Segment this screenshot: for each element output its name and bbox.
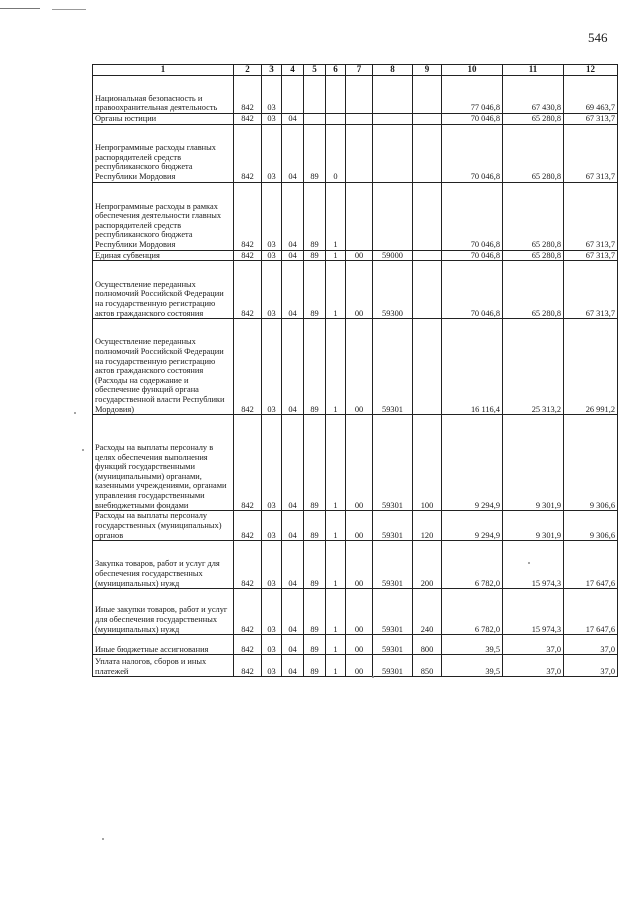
code-cell: 89 [304,415,326,511]
column-header: 1 [93,65,234,76]
code-cell: 1 [326,541,346,589]
amount-cell: 67 313,7 [564,124,618,182]
code-cell: 00 [346,511,373,541]
amount-cell: 70 046,8 [442,250,503,261]
code-cell [413,114,442,125]
amount-cell: 65 280,8 [503,261,564,319]
code-cell [373,182,413,250]
amount-cell: 67 430,8 [503,76,564,114]
column-header: 5 [304,65,326,76]
code-cell: 842 [234,182,262,250]
code-cell: 0 [326,124,346,182]
column-header: 6 [326,65,346,76]
amount-cell: 15 974,3 [503,541,564,589]
page-number: 546 [588,30,608,45]
code-cell: 842 [234,635,262,655]
amount-cell: 9 294,9 [442,415,503,511]
table-row [93,76,618,114]
code-cell: 59301 [373,589,413,635]
code-cell: 00 [346,319,373,415]
row-description: Национальная безопасность и правоохранительная деятельность [93,76,234,114]
amount-cell: 9 301,9 [503,511,564,541]
row-description: Единая субвенция [93,250,234,261]
table-row [93,589,618,635]
column-header: 3 [262,65,282,76]
code-cell: 04 [282,511,304,541]
code-cell: 04 [282,114,304,125]
amount-cell: 65 280,8 [503,250,564,261]
code-cell: 1 [326,415,346,511]
amount-cell: 77 046,8 [442,76,503,114]
code-cell: 00 [346,415,373,511]
code-cell: 00 [346,541,373,589]
amount-cell: 37,0 [564,655,618,677]
code-cell: 842 [234,541,262,589]
code-cell: 04 [282,541,304,589]
row-description: Закупка товаров, работ и услуг для обеспечения государственных (муниципальных) нужд [93,541,234,589]
code-cell: 03 [262,319,282,415]
amount-cell: 70 046,8 [442,124,503,182]
code-cell: 850 [413,655,442,677]
code-cell: 03 [262,76,282,114]
table-row [93,124,618,182]
amount-cell: 70 046,8 [442,182,503,250]
amount-cell: 65 280,8 [503,182,564,250]
code-cell [304,114,326,125]
code-cell: 1 [326,511,346,541]
amount-cell: 9 301,9 [503,415,564,511]
code-cell: 842 [234,511,262,541]
code-cell: 1 [326,250,346,261]
amount-cell: 37,0 [503,635,564,655]
code-cell: 1 [326,589,346,635]
code-cell: 89 [304,319,326,415]
amount-cell: 6 782,0 [442,541,503,589]
code-cell: 59301 [373,319,413,415]
row-description: Уплата налогов, сборов и иных платежей [93,655,234,677]
code-cell: 842 [234,415,262,511]
code-cell: 842 [234,250,262,261]
code-cell: 04 [282,589,304,635]
code-cell: 1 [326,182,346,250]
code-cell: 842 [234,589,262,635]
row-description: Расходы на выплаты персоналу в целях обеспечения выполнения функций государственными (муниципальными) органами, казенными учреждениями, органами управления государственными внебюджетными фондами [93,415,234,511]
table-row [93,250,618,261]
code-cell [413,76,442,114]
code-cell: 89 [304,589,326,635]
table-row [93,511,618,541]
amount-cell: 65 280,8 [503,124,564,182]
table-row [93,415,618,511]
code-cell: 03 [262,250,282,261]
code-cell: 89 [304,655,326,677]
column-header: 8 [373,65,413,76]
code-cell: 00 [346,655,373,677]
code-cell: 03 [262,261,282,319]
code-cell: 200 [413,541,442,589]
amount-cell: 37,0 [564,635,618,655]
amount-cell: 9 294,9 [442,511,503,541]
amount-cell: 15 974,3 [503,589,564,635]
row-description: Иные бюджетные ассигнования [93,635,234,655]
row-description: Непрограммные расходы главных распорядителей средств республиканского бюджета Республики Мордовия [93,124,234,182]
amount-cell: 67 313,7 [564,261,618,319]
code-cell: 89 [304,250,326,261]
code-cell [304,76,326,114]
code-cell: 04 [282,635,304,655]
amount-cell: 67 313,7 [564,250,618,261]
code-cell [326,114,346,125]
row-description: Непрограммные расходы в рамках обеспечения деятельности главных распорядителей средств республиканского бюджета Республики Мордовия [93,182,234,250]
amount-cell: 9 306,6 [564,415,618,511]
amount-cell: 9 306,6 [564,511,618,541]
code-cell: 842 [234,76,262,114]
code-cell: 842 [234,319,262,415]
code-cell: 59301 [373,635,413,655]
code-cell [346,114,373,125]
code-cell [282,76,304,114]
scan-speck [82,449,84,451]
table-row [93,541,618,589]
amount-cell: 17 647,6 [564,589,618,635]
code-cell: 59301 [373,541,413,589]
code-cell: 03 [262,114,282,125]
amount-cell: 65 280,8 [503,114,564,125]
amount-cell: 69 463,7 [564,76,618,114]
scan-speck [102,838,104,840]
amount-cell: 25 313,2 [503,319,564,415]
code-cell: 1 [326,655,346,677]
row-description: Органы юстиции [93,114,234,125]
column-header: 4 [282,65,304,76]
table-row [93,655,618,677]
code-cell [413,261,442,319]
scan-speck [528,562,530,564]
scan-edge-mark [52,9,86,10]
code-cell: 89 [304,182,326,250]
row-description: Иные закупки товаров, работ и услуг для обеспечения государственных (муниципальных) нужд [93,589,234,635]
amount-cell: 39,5 [442,635,503,655]
scan-speck [372,676,374,678]
column-header: 10 [442,65,503,76]
code-cell: 59301 [373,415,413,511]
table-row [93,261,618,319]
column-header: 7 [346,65,373,76]
table-header-row [93,65,618,76]
code-cell: 59300 [373,261,413,319]
amount-cell: 67 313,7 [564,114,618,125]
column-header: 2 [234,65,262,76]
code-cell: 03 [262,415,282,511]
code-cell: 800 [413,635,442,655]
code-cell: 100 [413,415,442,511]
code-cell [413,250,442,261]
amount-cell: 70 046,8 [442,261,503,319]
code-cell: 03 [262,635,282,655]
code-cell [373,76,413,114]
code-cell: 89 [304,541,326,589]
table-row [93,114,618,125]
row-description: Осуществление переданных полномочий Российской Федерации на государственную регистрацию актов гражданского состояния (Расходы на содержание и обеспечение функций органа государственной власти Республики Мордовия) [93,319,234,415]
code-cell [413,319,442,415]
code-cell: 842 [234,261,262,319]
code-cell: 89 [304,261,326,319]
code-cell [373,124,413,182]
column-header: 11 [503,65,564,76]
amount-cell: 39,5 [442,655,503,677]
code-cell [413,182,442,250]
code-cell [346,76,373,114]
code-cell: 03 [262,541,282,589]
amount-cell: 17 647,6 [564,541,618,589]
code-cell: 03 [262,511,282,541]
code-cell: 59000 [373,250,413,261]
code-cell: 59301 [373,511,413,541]
amount-cell: 16 116,4 [442,319,503,415]
code-cell: 04 [282,124,304,182]
code-cell: 00 [346,589,373,635]
table-row [93,319,618,415]
column-header: 9 [413,65,442,76]
code-cell: 03 [262,124,282,182]
code-cell: 842 [234,124,262,182]
scan-speck [74,412,76,414]
code-cell: 89 [304,635,326,655]
row-description: Расходы на выплаты персоналу государственных (муниципальных) органов [93,511,234,541]
code-cell: 03 [262,589,282,635]
code-cell: 04 [282,319,304,415]
row-description: Осуществление переданных полномочий Российской Федерации на государственную регистрацию актов гражданского состояния [93,261,234,319]
code-cell: 00 [346,261,373,319]
code-cell: 04 [282,182,304,250]
amount-cell: 37,0 [503,655,564,677]
code-cell [346,124,373,182]
column-header: 12 [564,65,618,76]
code-cell: 00 [346,250,373,261]
code-cell [373,114,413,125]
code-cell: 120 [413,511,442,541]
code-cell: 89 [304,124,326,182]
code-cell: 842 [234,114,262,125]
code-cell: 89 [304,511,326,541]
code-cell: 1 [326,635,346,655]
code-cell: 04 [282,655,304,677]
code-cell: 04 [282,415,304,511]
code-cell [413,124,442,182]
scan-edge-mark [0,8,40,9]
code-cell: 1 [326,319,346,415]
amount-cell: 26 991,2 [564,319,618,415]
code-cell: 03 [262,182,282,250]
code-cell: 04 [282,250,304,261]
code-cell: 03 [262,655,282,677]
amount-cell: 70 046,8 [442,114,503,125]
code-cell: 00 [346,635,373,655]
table-row [93,635,618,655]
budget-table [92,64,618,677]
amount-cell: 6 782,0 [442,589,503,635]
code-cell: 04 [282,261,304,319]
code-cell: 240 [413,589,442,635]
code-cell: 842 [234,655,262,677]
code-cell [326,76,346,114]
code-cell: 1 [326,261,346,319]
table-row [93,182,618,250]
amount-cell: 67 313,7 [564,182,618,250]
code-cell: 59301 [373,655,413,677]
code-cell [346,182,373,250]
